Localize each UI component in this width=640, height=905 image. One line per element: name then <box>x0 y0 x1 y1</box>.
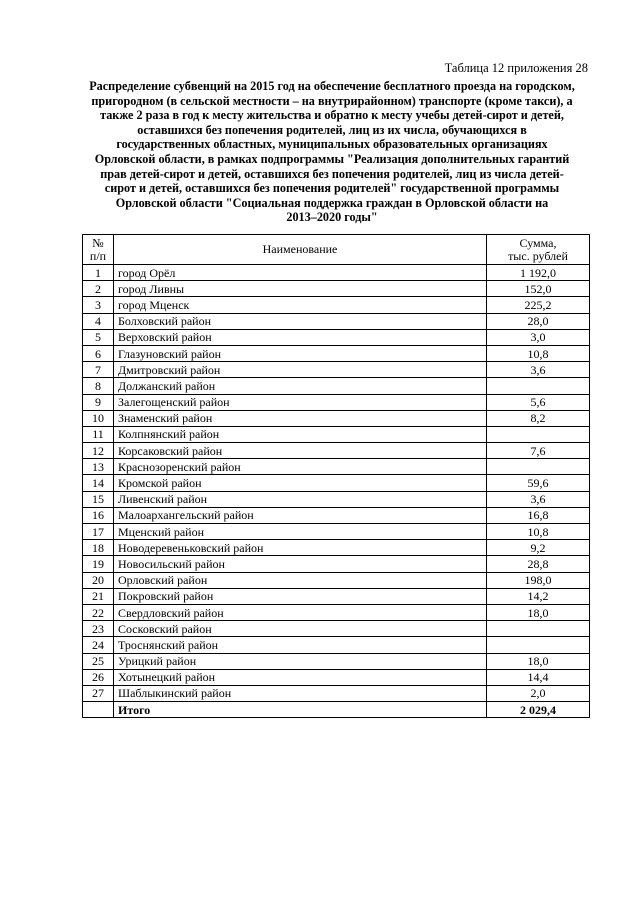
row-sum: 14,2 <box>487 588 590 604</box>
row-sum: 152,0 <box>487 281 590 297</box>
row-number: 15 <box>83 491 114 507</box>
row-name: город Мценск <box>114 297 487 313</box>
total-row <box>83 702 590 718</box>
row-number: 27 <box>83 685 114 701</box>
row-sum: 59,6 <box>487 475 590 491</box>
table-row <box>83 410 590 426</box>
row-name: Корсаковский район <box>114 443 487 459</box>
title-line: пригородном (в сельской местности – на внутрирайонном) транспорте (кроме такси), а <box>91 93 573 108</box>
row-name: Новодеревеньковский район <box>114 540 487 556</box>
row-sum: 3,6 <box>487 362 590 378</box>
row-number: 7 <box>83 362 114 378</box>
row-name: Свердловский район <box>114 604 487 620</box>
sum-header <box>487 235 590 265</box>
title-line: Орловской области, в рамках подпрограммы "Реализация дополнительных гарантий <box>94 151 570 166</box>
title-line: 2013–2020 годы" <box>286 210 378 225</box>
row-number: 12 <box>83 443 114 459</box>
table-row <box>83 329 590 345</box>
row-sum: 2,0 <box>487 685 590 701</box>
title-line: прав детей-сирот и детей, оставшихся без попечения родителей, лиц из числа детей- <box>100 166 564 181</box>
row-sum <box>487 459 590 475</box>
table-row <box>83 378 590 394</box>
row-name: Сосковский район <box>114 621 487 637</box>
name-header: Наименование <box>114 235 487 265</box>
row-name: Шаблыкинский район <box>114 685 487 701</box>
table-header-row <box>83 235 590 265</box>
row-number: 14 <box>83 475 114 491</box>
title-line: также 2 раза в год к месту жительства и обратно к месту учебы детей-сирот и детей, <box>100 108 564 123</box>
row-number: 26 <box>83 669 114 685</box>
row-name: Троснянский район <box>114 637 487 653</box>
row-sum: 5,6 <box>487 394 590 410</box>
table-row <box>83 572 590 588</box>
table-row <box>83 394 590 410</box>
row-number: 11 <box>83 426 114 442</box>
table-row <box>83 604 590 620</box>
table-row <box>83 556 590 572</box>
table-row <box>83 362 590 378</box>
row-name: Дмитровский район <box>114 362 487 378</box>
row-sum <box>487 637 590 653</box>
row-number: 21 <box>83 588 114 604</box>
table-row <box>83 265 590 281</box>
document-title <box>70 79 594 225</box>
row-sum: 7,6 <box>487 443 590 459</box>
row-name: Колпнянский район <box>114 426 487 442</box>
row-name: Кромской район <box>114 475 487 491</box>
row-sum: 9,2 <box>487 540 590 556</box>
row-name: город Орёл <box>114 265 487 281</box>
row-number: 24 <box>83 637 114 653</box>
row-number: 13 <box>83 459 114 475</box>
row-sum: 198,0 <box>487 572 590 588</box>
row-number: 18 <box>83 540 114 556</box>
row-number: 9 <box>83 394 114 410</box>
sum-header-line2: тыс. рублей <box>508 248 568 263</box>
table-row <box>83 621 590 637</box>
row-name: Знаменский район <box>114 410 487 426</box>
row-name: Покровский район <box>114 588 487 604</box>
row-name: Новосильский район <box>114 556 487 572</box>
table-row <box>83 540 590 556</box>
row-name: Глазуновский район <box>114 345 487 361</box>
row-number: 10 <box>83 410 114 426</box>
row-number: 2 <box>83 281 114 297</box>
row-sum: 10,8 <box>487 524 590 540</box>
row-number: 19 <box>83 556 114 572</box>
row-sum: 1 192,0 <box>487 265 590 281</box>
row-number: 3 <box>83 297 114 313</box>
table-row <box>83 297 590 313</box>
table-row <box>83 637 590 653</box>
title-line: Орловской области "Социальная поддержка граждан в Орловской области на <box>115 195 549 210</box>
table-row <box>83 507 590 523</box>
table-row <box>83 653 590 669</box>
row-sum <box>487 426 590 442</box>
sum-header-line1: Сумма, <box>519 235 557 250</box>
row-name: Малоархангельский район <box>114 507 487 523</box>
row-number: 1 <box>83 265 114 281</box>
row-sum: 18,0 <box>487 653 590 669</box>
table-row <box>83 345 590 361</box>
row-name: Мценский район <box>114 524 487 540</box>
row-number: 25 <box>83 653 114 669</box>
row-name: Должанский район <box>114 378 487 394</box>
title-line: государственных областных, муниципальных образовательных организациях <box>116 137 548 152</box>
row-sum <box>487 621 590 637</box>
table-row <box>83 524 590 540</box>
row-number: 23 <box>83 621 114 637</box>
row-name: Хотынецкий район <box>114 669 487 685</box>
row-name: Верховский район <box>114 329 487 345</box>
row-number: 8 <box>83 378 114 394</box>
num-header-line1: № <box>92 235 104 250</box>
row-number: 17 <box>83 524 114 540</box>
table-row <box>83 669 590 685</box>
row-number: 6 <box>83 345 114 361</box>
row-number: 22 <box>83 604 114 620</box>
row-sum: 18,0 <box>487 604 590 620</box>
table-row <box>83 491 590 507</box>
row-sum: 8,2 <box>487 410 590 426</box>
row-name: Краснозоренский район <box>114 459 487 475</box>
num-header-line2: п/п <box>89 248 107 263</box>
table-body <box>83 265 590 718</box>
row-sum: 225,2 <box>487 297 590 313</box>
row-number: 4 <box>83 313 114 329</box>
row-number: 5 <box>83 329 114 345</box>
table-row <box>83 443 590 459</box>
subsidy-table <box>82 234 590 718</box>
table-row <box>83 426 590 442</box>
table-row <box>83 475 590 491</box>
row-name: Урицкий район <box>114 653 487 669</box>
row-sum: 10,8 <box>487 345 590 361</box>
row-number: 16 <box>83 507 114 523</box>
row-name: город Ливны <box>114 281 487 297</box>
row-number: 20 <box>83 572 114 588</box>
table-row <box>83 313 590 329</box>
row-sum: 16,8 <box>487 507 590 523</box>
row-sum: 28,0 <box>487 313 590 329</box>
title-line: сирот и детей, оставшихся без попечения родителей" государственной программы <box>104 181 560 196</box>
title-line: Распределение субвенций на 2015 год на обеспечение бесплатного проезда на городском, <box>89 79 575 93</box>
row-name: Орловский район <box>114 572 487 588</box>
row-sum: 3,0 <box>487 329 590 345</box>
total-label: Итого <box>114 702 487 718</box>
row-sum: 28,8 <box>487 556 590 572</box>
row-name: Ливенский район <box>114 491 487 507</box>
row-sum: 3,6 <box>487 491 590 507</box>
row-name: Залегощенский район <box>114 394 487 410</box>
title-line: оставшихся без попечения родителей, лиц из их числа, обучающихся в <box>137 122 527 137</box>
row-sum <box>487 378 590 394</box>
total-sum: 2 029,4 <box>487 702 590 718</box>
table-row <box>83 459 590 475</box>
num-header <box>83 235 114 265</box>
table-row <box>83 281 590 297</box>
appendix-label: Таблица 12 приложения 28 <box>444 61 588 75</box>
row-name: Болховский район <box>114 313 487 329</box>
total-number-cell <box>83 702 114 718</box>
row-sum: 14,4 <box>487 669 590 685</box>
table-row <box>83 588 590 604</box>
table-row <box>83 685 590 701</box>
